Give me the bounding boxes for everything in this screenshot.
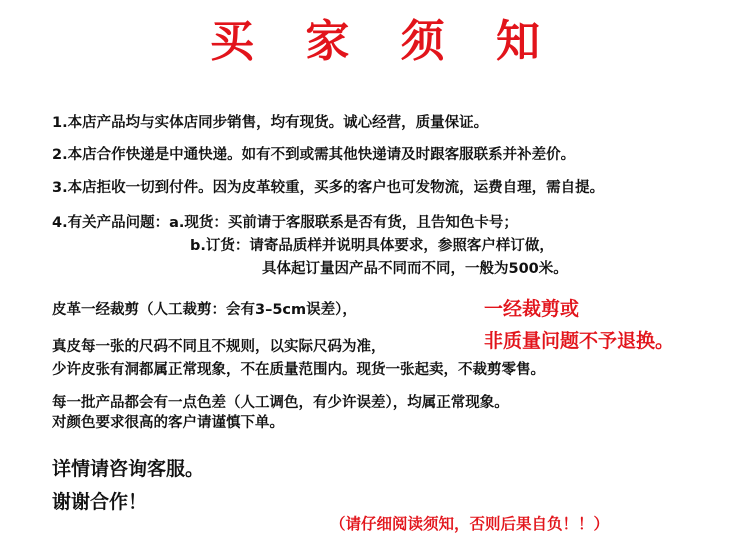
cutting-line-2: 真皮每一张的尺码不同且不规则，以实际尺码为准，	[52, 339, 386, 355]
thanks-text: 谢谢合作！	[52, 491, 148, 513]
notice-item-3: 3.本店拒收一切到付件。因为皮革较重，买多的客户也可发物流，运费自理，需自提。	[52, 180, 605, 196]
page-title: 买 家 须 知	[210, 16, 558, 67]
notice-item-4-order: b.订货：请寄品质样并说明具体要求，参照客户样订做，	[190, 238, 554, 254]
notice-item-4-min-order: 具体起订量因产品不同而不同，一般为500米。	[262, 261, 568, 277]
cutting-line-3: 少许皮张有洞都属正常现象，不在质量范围内。现货一张起卖，不裁剪零售。	[52, 362, 545, 378]
color-line-1: 每一批产品都会有一点色差（人工调色，有少许误差），均属正常现象。	[52, 395, 509, 411]
warning-note: （请仔细阅读须知，否则后果自负！！）	[330, 515, 610, 533]
notice-item-2: 2.本店合作快递是中通快递。如有不到或需其他快递请及时跟客服联系并补差价。	[52, 147, 576, 163]
cutting-line-1: 皮革一经裁剪（人工裁剪：会有3–5cm误差），	[52, 302, 357, 318]
notice-item-1: 1.本店产品均与实体店同步销售，均有现货。诚心经营，质量保证。	[52, 115, 489, 131]
color-line-2: 对颜色要求很高的客户请谨慎下单。	[52, 415, 284, 431]
cutting-warning-2: 非质量问题不予退换。	[484, 330, 675, 352]
cutting-warning-1: 一经裁剪或	[484, 298, 580, 320]
consult-text: 详情请咨询客服。	[52, 458, 205, 480]
notice-item-4-spot: 4.有关产品问题：a.现货：买前请于客服联系是否有货，且告知色卡号；	[52, 215, 518, 231]
